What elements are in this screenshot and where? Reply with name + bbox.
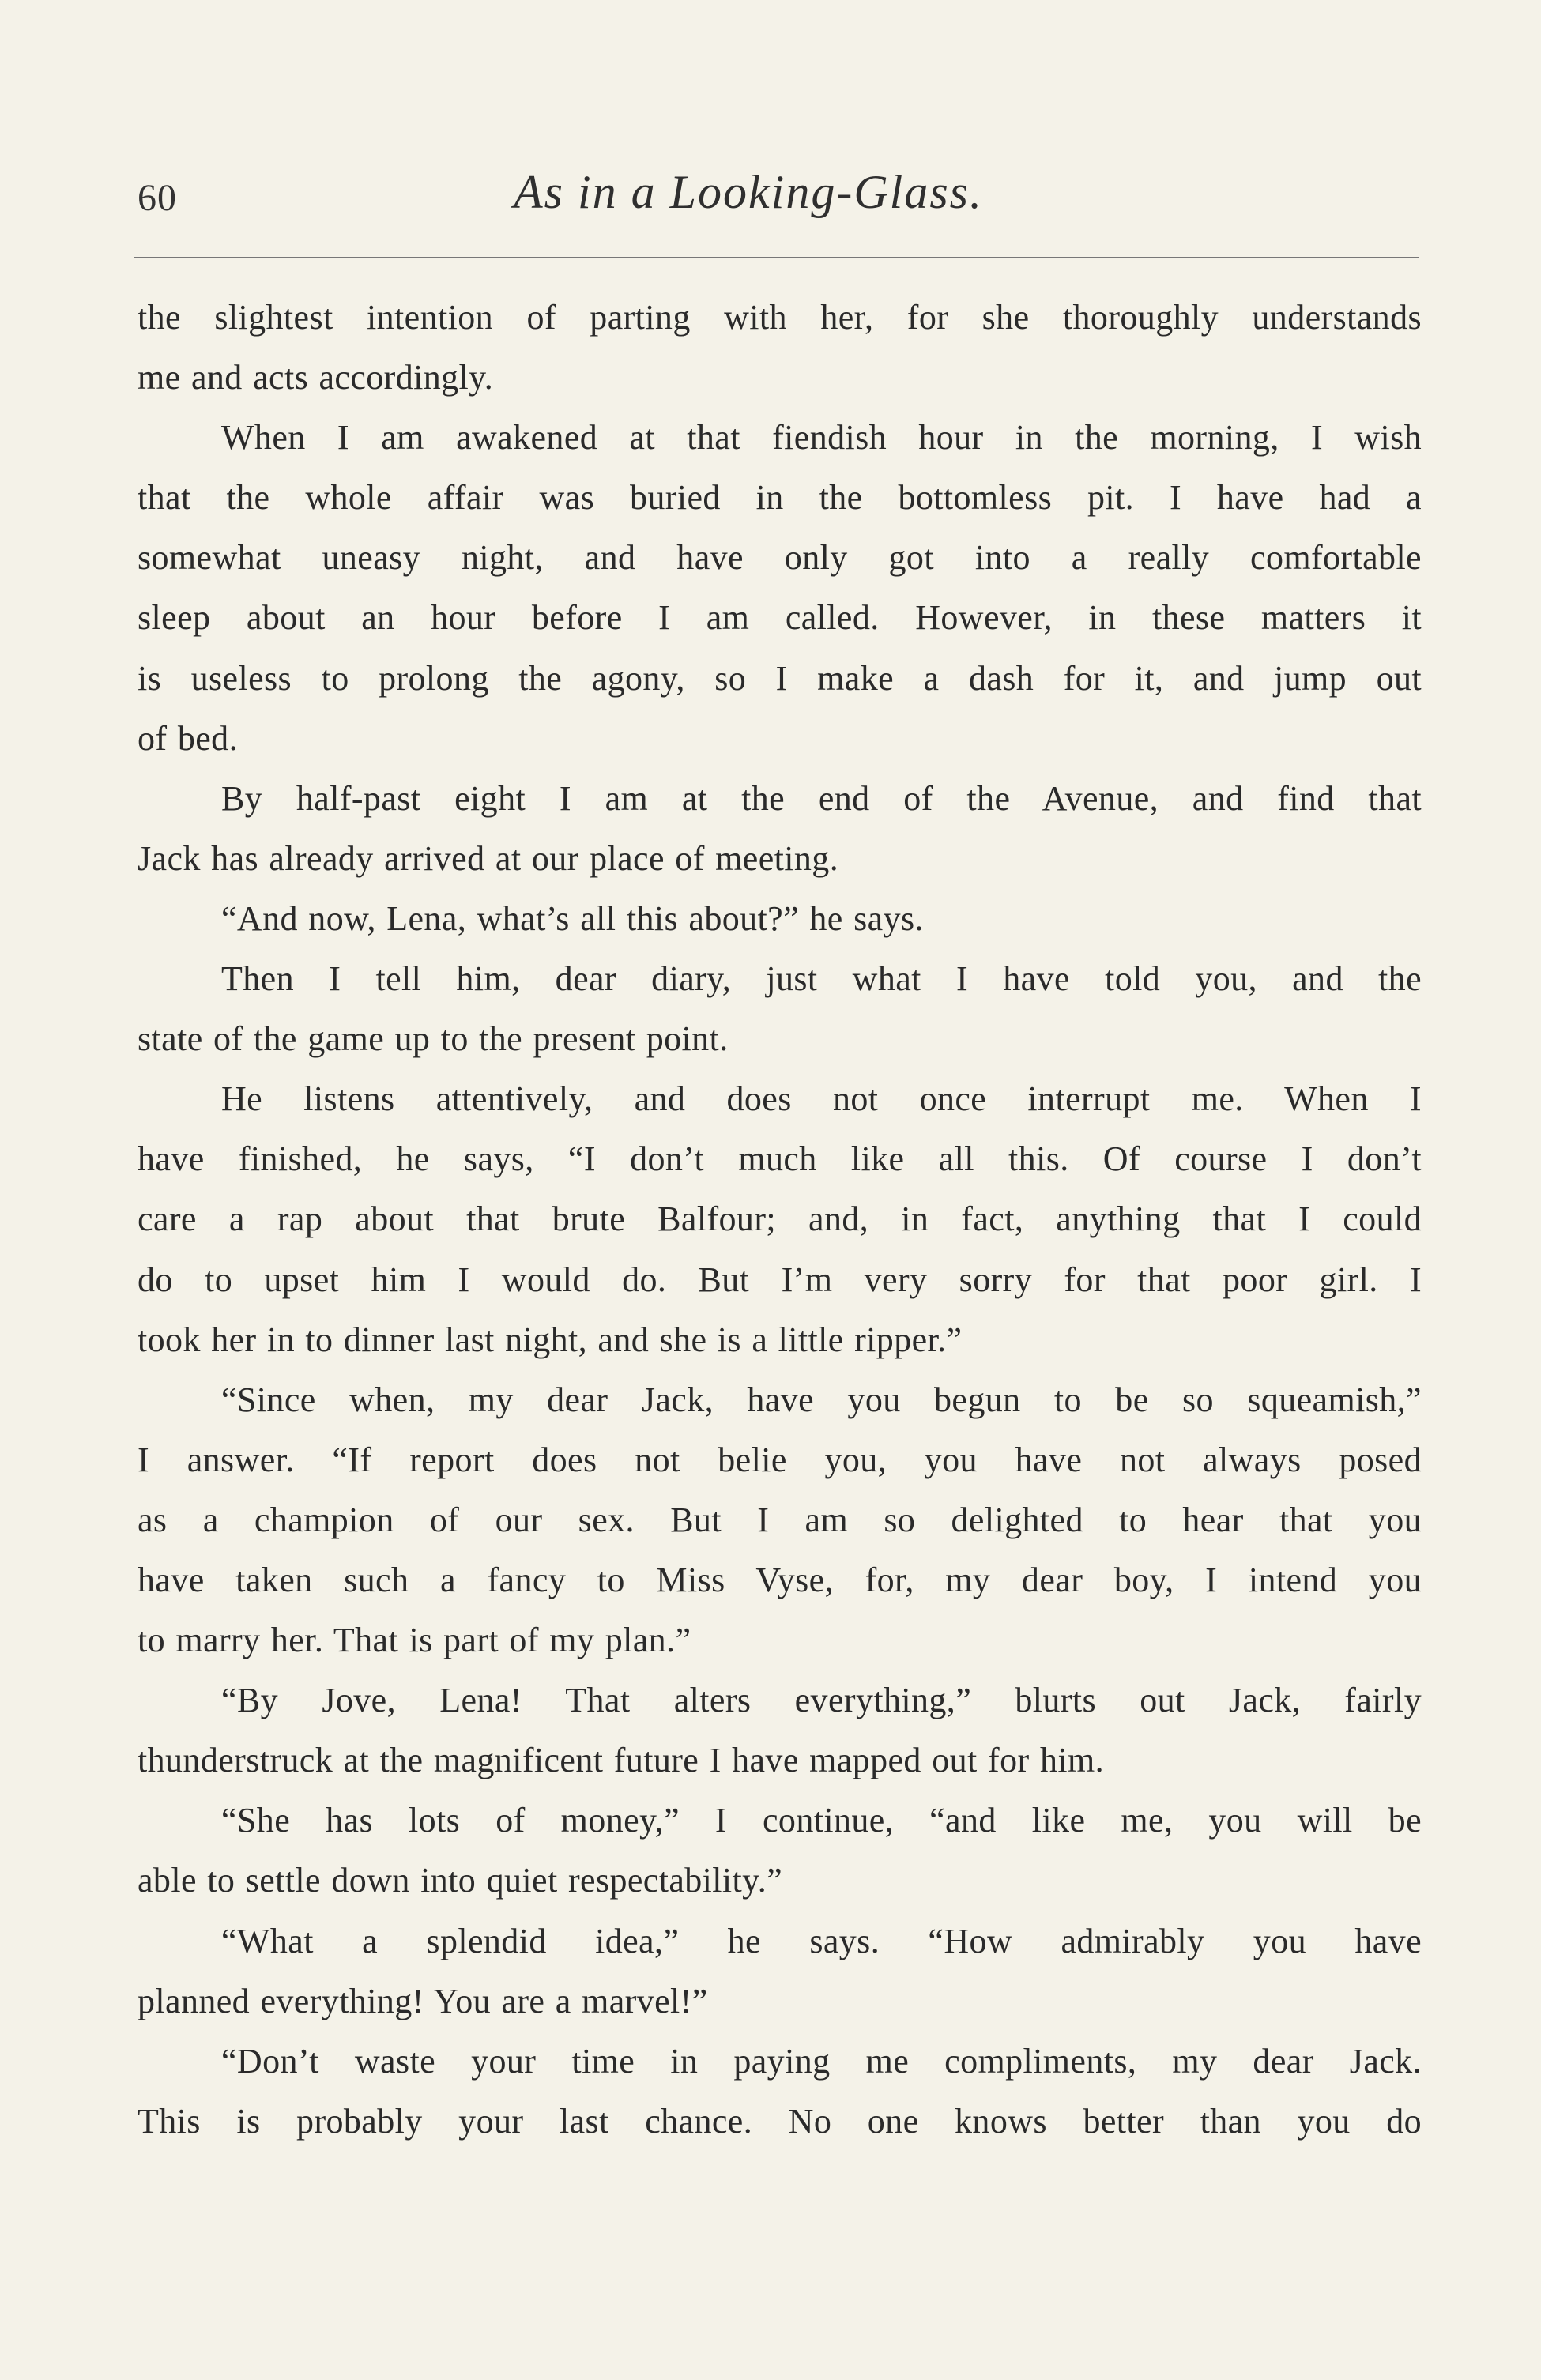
running-title: As in a Looking-Glass. [514,166,984,218]
text-line: thunderstruck at the magnificent future I have mapped out for him. [138,1741,1105,1780]
text-line: He listens attentively, and does not once interrupt me. When I [221,1079,1422,1119]
page-header [134,162,1419,233]
text-line: I answer. “If report does not belie you, you have not always posed [138,1440,1422,1479]
text-line: By half-past eight I am at the end of the Avenue, and find that [221,778,1422,818]
text-line: as a champion of our sex. But I am so delighted to hear that you [138,1500,1422,1539]
text-line: have finished, he says, “I don’t much like all this. Of course I don’t [138,1139,1422,1179]
text-line: “What a splendid idea,” he says. “How admirably you have [221,1921,1422,1960]
text-line: have taken such a fancy to Miss Vyse, for, my dear boy, I intend you [138,1560,1422,1599]
text-line: of bed. [138,718,238,758]
text-line: When I am awakened at that fiendish hour in the morning, I wish [221,418,1422,458]
page-number: 60 [138,177,177,219]
text-line: state of the game up to the present point. [138,1019,729,1059]
header-rule [134,257,1419,258]
text-line: sleep about an hour before I am called. However, in these matters it [138,598,1422,638]
text-line: to marry her. That is part of my plan.” [138,1621,691,1660]
text-line: somewhat uneasy night, and have only got into a really comfortable [138,538,1422,578]
text-line: took her in to dinner last night, and she is a little ripper.” [138,1320,963,1359]
text-line: that the whole affair was buried in the bottomless pit. I have had a [138,478,1422,518]
text-line: able to settle down into quiet respectability.” [138,1861,783,1900]
text-line: me and acts accordingly. [138,358,494,397]
text-line: “Since when, my dear Jack, have you begun to be so squeamish,” [221,1380,1422,1419]
text-line: “Don’t waste your time in paying me compliments, my dear Jack. [221,2041,1422,2081]
text-line: “By Jove, Lena! That alters everything,” blurts out Jack, fairly [221,1681,1422,1720]
text-line: Jack has already arrived at our place of meeting. [138,838,839,878]
text-line: planned everything! You are a marvel!” [138,1981,708,2020]
text-line: the slightest intention of parting with her, for she thoroughly understands [138,298,1422,337]
text-line: Then I tell him, dear diary, just what I have told you, and the [221,959,1422,999]
text-line: “She has lots of money,” I continue, “and like me, you will be [221,1801,1422,1840]
text-line: is useless to prolong the agony, so I make a dash for it, and jump out [138,658,1422,698]
body-text [138,288,1422,2152]
text-line: care a rap about that brute Balfour; and, in fact, anything that I could [138,1199,1422,1239]
text-line: “And now, Lena, what’s all this about?” he says. [221,898,924,938]
text-line: This is probably your last chance. No one knows better than you do [138,2101,1422,2141]
text-line: do to upset him I would do. But I’m very sorry for that poor girl. I [138,1260,1422,1299]
